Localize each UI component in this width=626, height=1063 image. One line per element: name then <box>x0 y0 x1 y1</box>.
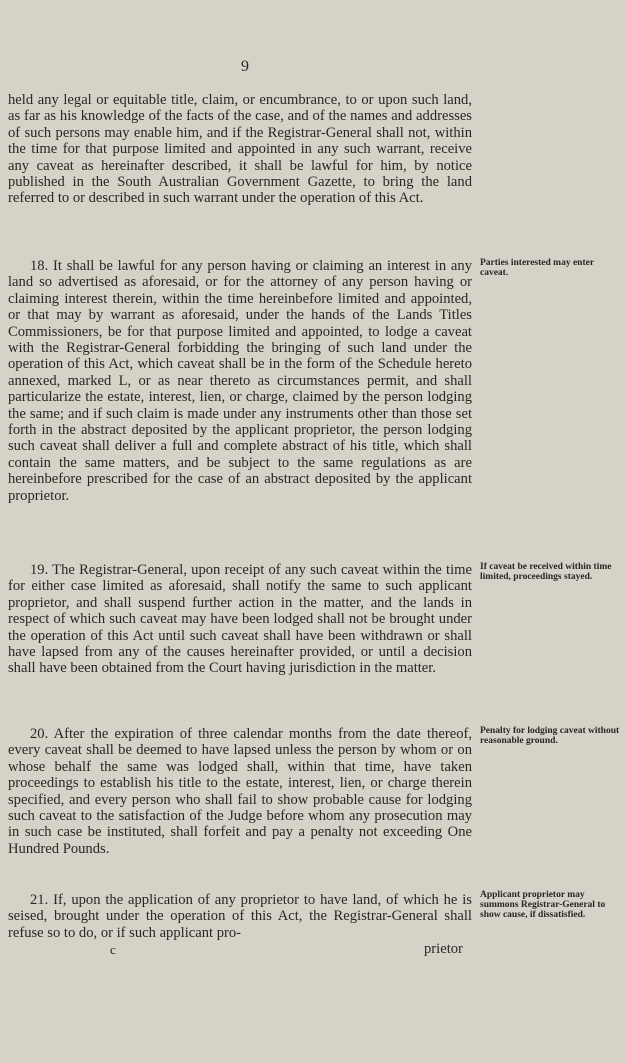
signature-mark: c <box>110 942 116 957</box>
paragraph-continuation: held any legal or equitable title, claim, or encumbrance, to or upon such land, as far as his knowledge of the facts of the case, and of the names and addresses of such persons may enable him, and if the Registrar-General shall not, within the time for that purpose limited and appointed in any such warrant, receive any caveat as hereinafter described, it shall be lawful for him, by notice published in the South Australian Government Gazette, to bring the land referred to or described in such warrant under the operation of this Act. <box>8 92 472 207</box>
margin-note-19: If caveat be received within time limited, proceedings stayed. <box>480 562 612 583</box>
main-text-block-1 <box>8 92 472 207</box>
main-text-block-2 <box>8 258 472 504</box>
paragraph-section-19: 19. The Registrar-General, upon receipt of any such caveat within the time for either case limited as aforesaid, shall notify the same to such applicant proprietor, and shall suspend further action in the matter, and the lands in respect of which such caveat may have been lodged shall not be brought under the operation of this Act until such caveat shall have been withdrawn or shall have lapsed from any of the causes hereinafter provided, or until a decision shall have been obtained from the Court having jurisdiction in the matter. <box>8 562 472 677</box>
margin-note-20: Penalty for lodging caveat without reasonable ground. <box>480 726 620 747</box>
paragraph-section-20: 20. After the expiration of three calendar months from the date thereof, every caveat shall be deemed to have lapsed unless the person by whom or on whose behalf the same was lodged shall, within that time, have taken proceedings to establish his title to the estate, interest, lien, or charge therein specified, and every person who shall fail to show probable cause for lodging such caveat to the satisfaction of the Judge before whom any prosecution may in such case be instituted, shall forfeit and pay a penalty not exceeding One Hundred Pounds. <box>8 726 472 857</box>
margin-note-21: Applicant proprietor may summons Registrar-General to show cause, if dissatisfied. <box>480 890 606 921</box>
catchword: prietor <box>424 941 463 957</box>
main-text-block-4 <box>8 726 472 857</box>
main-text-block-3 <box>8 562 472 677</box>
page-number: 9 <box>241 58 249 75</box>
main-text-block-5 <box>8 892 472 941</box>
paragraph-section-21: 21. If, upon the application of any proprietor to have land, of which he is seised, brought under the operation of this Act, the Registrar-General shall refuse so to do, or if such applicant pro- <box>8 892 472 941</box>
margin-note-18: Parties interested may enter caveat. <box>480 258 594 279</box>
paragraph-section-18: 18. It shall be lawful for any person having or claiming an interest in any land so advertised as aforesaid, or for the attorney of any person having or claiming interest therein, within the time hereinbefore limited and appointed, or that may by warrant as aforesaid, under the hands of the Lands Titles Commissioners, be for that purpose limited and appointed, to lodge a caveat with the Registrar-General forbidding the bringing of such land under the operation of this Act, which caveat shall be in the form of the Schedule hereto annexed, marked L, or as near thereto as circumstances permit, and shall particularize the estate, interest, lien, or charge, claimed by the person lodging the same; and if such claim is made under any instruments other than those set forth in the abstract deposited by the applicant proprietor, the person lodging such caveat shall deliver a full and complete abstract of his title, which shall contain the same matters, and be subject to the same regulations as are hereinbefore prescribed for the case of an abstract deposited by the applicant proprietor. <box>8 258 472 504</box>
